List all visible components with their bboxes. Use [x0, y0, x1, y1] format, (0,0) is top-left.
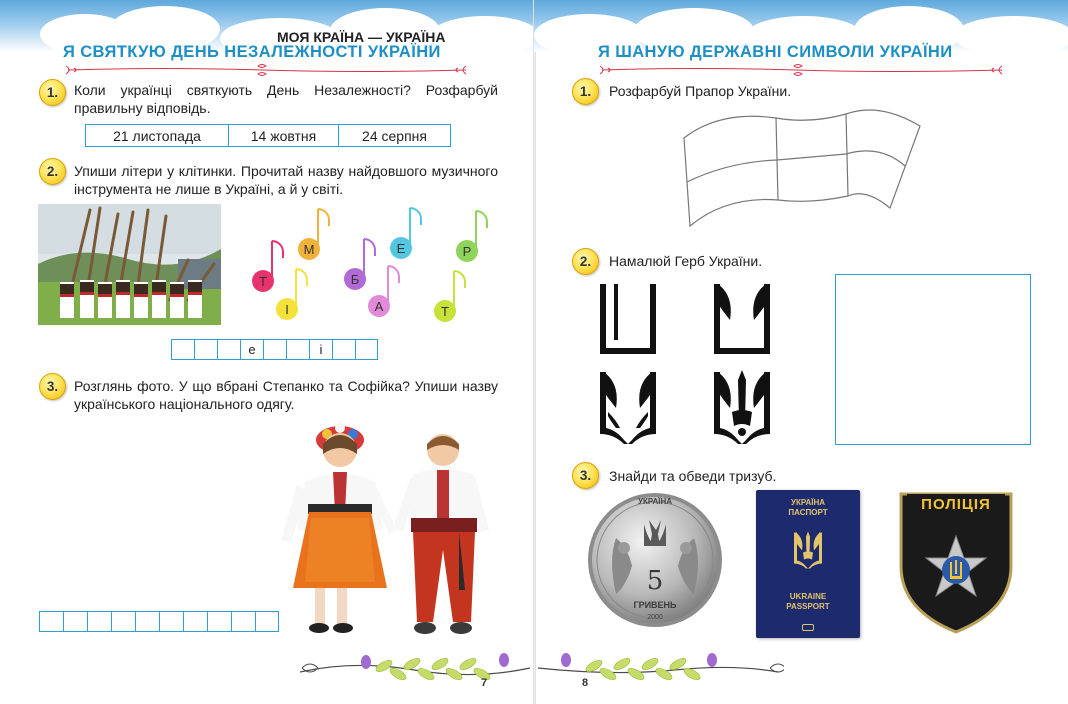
answer-cell[interactable]: [111, 611, 135, 632]
answer-cell[interactable]: [39, 611, 63, 632]
task-2-number-badge: 2.: [572, 248, 599, 275]
answer-cell[interactable]: [355, 339, 378, 360]
music-note-a: А: [368, 261, 402, 317]
task-2-instruction: Упиши літери у клітинки. Прочитай назву найдовшого музичного інструмента не лише в Україні, а й у світі.: [74, 163, 498, 197]
coin-country: УКРАЇНА: [637, 497, 673, 506]
page-number-right: 8: [582, 677, 589, 689]
flag-coloring-outline[interactable]: [680, 104, 924, 232]
answer-cell[interactable]: [63, 611, 87, 632]
answer-cell[interactable]: [255, 611, 279, 632]
date-option-nov-21[interactable]: 21 листопада: [86, 125, 229, 146]
coin-value: 5: [646, 566, 664, 596]
right-page: [534, 0, 1068, 704]
passport-top-line-2: ПАСПОРТ: [788, 508, 828, 517]
passport-top-line-1: УКРАЇНА: [790, 498, 826, 507]
music-note-i: І: [276, 264, 310, 320]
section-title-symbols: Я ШАНУЮ ДЕРЖАВНІ СИМВОЛИ УКРАЇНИ: [598, 43, 953, 61]
ornamental-divider: [596, 63, 1008, 77]
chapter-title: МОЯ КРАЇНА — УКРАЇНА: [277, 29, 446, 45]
task-2-instruction: Намалюй Герб України.: [609, 253, 763, 269]
section-title-independence: Я СВЯТКУЮ ДЕНЬ НЕЗАЛЕЖНОСТІ УКРАЇНИ: [63, 43, 441, 61]
answer-cell[interactable]: [183, 611, 207, 632]
answer-cell[interactable]: е: [240, 339, 263, 360]
music-note-m: М: [298, 204, 332, 260]
answer-cell[interactable]: [332, 339, 355, 360]
ukrainian-passport[interactable]: [756, 490, 860, 638]
trident-step-4-icon: [710, 368, 774, 446]
answer-cell[interactable]: [159, 611, 183, 632]
answer-cell[interactable]: [263, 339, 286, 360]
police-patch-label: ПОЛІЦІЯ: [921, 496, 991, 513]
answer-cell[interactable]: [286, 339, 309, 360]
task-1-number-badge: 1.: [39, 79, 66, 106]
passport-trident-icon: [792, 528, 824, 572]
task-1-instruction: Коли українці святкують День Незалежності? Розфарбуй правильну відповідь.: [74, 82, 498, 116]
coin-year: 2000: [647, 614, 663, 621]
date-option-oct-14[interactable]: 14 жовтня: [229, 125, 339, 146]
answer-cell[interactable]: [231, 611, 255, 632]
ornamental-divider: [62, 63, 472, 77]
music-note-e: Е: [390, 203, 424, 259]
music-note-b: Б: [344, 234, 378, 290]
trembita-players-photo: [38, 204, 221, 325]
passport-chip-icon: [802, 624, 814, 631]
answer-cell[interactable]: [135, 611, 159, 632]
date-option-aug-24[interactable]: 24 серпня: [362, 127, 427, 144]
trident-step-1-icon: [596, 280, 660, 358]
answer-cell[interactable]: і: [309, 339, 332, 360]
five-hryvnia-coin[interactable]: [586, 490, 724, 630]
answer-cells-task-2: [171, 339, 378, 360]
task-1-number-badge: 1.: [572, 78, 599, 105]
answer-cell[interactable]: [217, 339, 240, 360]
children-in-vyshyvanka-photo: [275, 420, 495, 642]
passport-bottom-line-2: PASSPORT: [786, 602, 830, 611]
music-note-t1: Т: [252, 236, 286, 292]
coat-of-arms-drawing-area[interactable]: [835, 274, 1031, 445]
floral-footer-ornament-left: [294, 650, 534, 690]
coin-unit: ГРИВЕНЬ: [633, 600, 677, 610]
task-3-instruction: Розглянь фото. У що вбрані Степанко та Софійка? Упиши назву українського національного одягу.: [74, 378, 498, 412]
police-patch[interactable]: [893, 486, 1019, 636]
answer-cell[interactable]: [87, 611, 111, 632]
floral-footer-ornament-right: [534, 650, 784, 690]
music-note-r: Р: [456, 206, 490, 262]
task-3-number-badge: 3.: [39, 373, 66, 400]
answer-cell[interactable]: [207, 611, 231, 632]
trident-step-3-icon: [596, 368, 660, 446]
task-1-instruction: Розфарбуй Прапор України.: [609, 83, 792, 99]
music-note-t2: Т: [434, 266, 468, 322]
task-3-instruction: Знайди та обведи тризуб.: [609, 468, 777, 484]
task-2-number-badge: 2.: [39, 158, 66, 185]
date-options-table: [85, 124, 451, 147]
task-3-number-badge: 3.: [572, 462, 599, 489]
answer-cells-task-3: [39, 611, 279, 632]
trident-step-2-icon: [710, 280, 774, 358]
page-number-left: 7: [481, 677, 488, 689]
answer-cell[interactable]: [171, 339, 194, 360]
passport-bottom-line-1: UKRAINE: [789, 592, 827, 601]
answer-cell[interactable]: [194, 339, 217, 360]
